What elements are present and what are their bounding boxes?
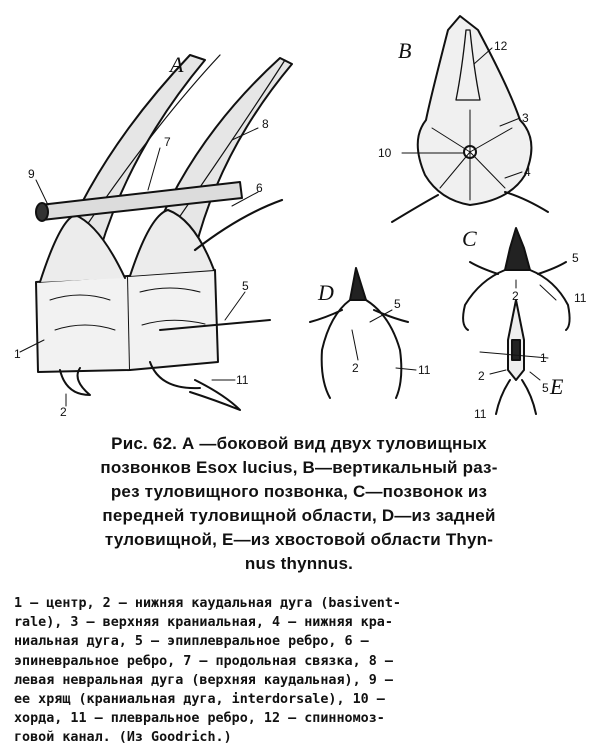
- label-a-5: 5: [242, 279, 249, 293]
- legend-line: хорда, 11 — плевральное ребро, 12 — спинномоз-: [14, 711, 385, 727]
- label-a-9: 9: [28, 167, 35, 181]
- legend-line: левая невральная дуга (верхняя каудальная), 9 —: [14, 672, 393, 688]
- legend-line: 1 — центр, 2 — нижняя каудальная дуга (basivent-: [14, 596, 401, 611]
- caption-line: Рис. 62. А —боковой вид двух туловищных: [111, 434, 487, 453]
- caption-line: nus thynnus.: [244, 554, 354, 573]
- label-a-6: 6: [256, 181, 263, 195]
- label-a-11: 11: [236, 373, 249, 387]
- panel-label-a: A: [170, 52, 184, 77]
- label-a-7: 7: [164, 135, 171, 149]
- label-b-3: 3: [522, 111, 529, 125]
- legend-line: ее хрящ (краниальная дуга, interdorsale), 10 —: [14, 692, 385, 708]
- legend-line: rale), 3 — верхняя краниальная, 4 — нижняя кра-: [14, 615, 393, 631]
- label-e-1: 1: [540, 351, 547, 365]
- label-b-4: 4: [524, 165, 531, 179]
- caption-line: позвонков Esox lucius, B—вертикальный раз-: [100, 458, 498, 477]
- label-d-2: 2: [352, 361, 359, 375]
- label-e-5: 5: [542, 381, 549, 395]
- panel-label-c: C: [462, 226, 477, 251]
- legend-line: говой канал. (Из Goodrich.): [14, 730, 232, 746]
- caption-line: рез туловищного позвонка, C—позвонок из: [110, 482, 488, 501]
- label-a-1: 1: [14, 347, 21, 361]
- label-c-11: 11: [574, 291, 587, 305]
- panel-a-drawing: [20, 55, 292, 410]
- label-d-11: 11: [418, 363, 431, 377]
- label-b-12: 12: [494, 39, 508, 53]
- label-d-5: 5: [394, 297, 401, 311]
- label-a-2: 2: [60, 405, 67, 419]
- label-c-5: 5: [572, 251, 579, 265]
- caption-line: туловищной, E—из хвостовой области Thyn-: [104, 530, 494, 549]
- panel-label-b: B: [398, 38, 412, 63]
- figure-caption: [16, 432, 582, 576]
- figure-legend: [14, 594, 584, 748]
- label-e-11: 11: [474, 407, 487, 421]
- label-e-2: 2: [478, 369, 485, 383]
- legend-line: ниальная дуга, 5 — эпиплевральное ребро, 6 —: [14, 634, 369, 650]
- label-c-2: 2: [512, 289, 519, 303]
- legend-line: эпиневральное ребро, 7 — продольная связка, 8 —: [14, 653, 393, 669]
- label-b-10: 10: [378, 146, 392, 160]
- panel-e-drawing: [480, 300, 548, 414]
- label-a-8: 8: [262, 117, 269, 131]
- panel-label-d: D: [318, 280, 334, 305]
- panel-label-e: E: [550, 374, 564, 399]
- caption-line: передней туловищной области, D—из задней: [102, 506, 496, 525]
